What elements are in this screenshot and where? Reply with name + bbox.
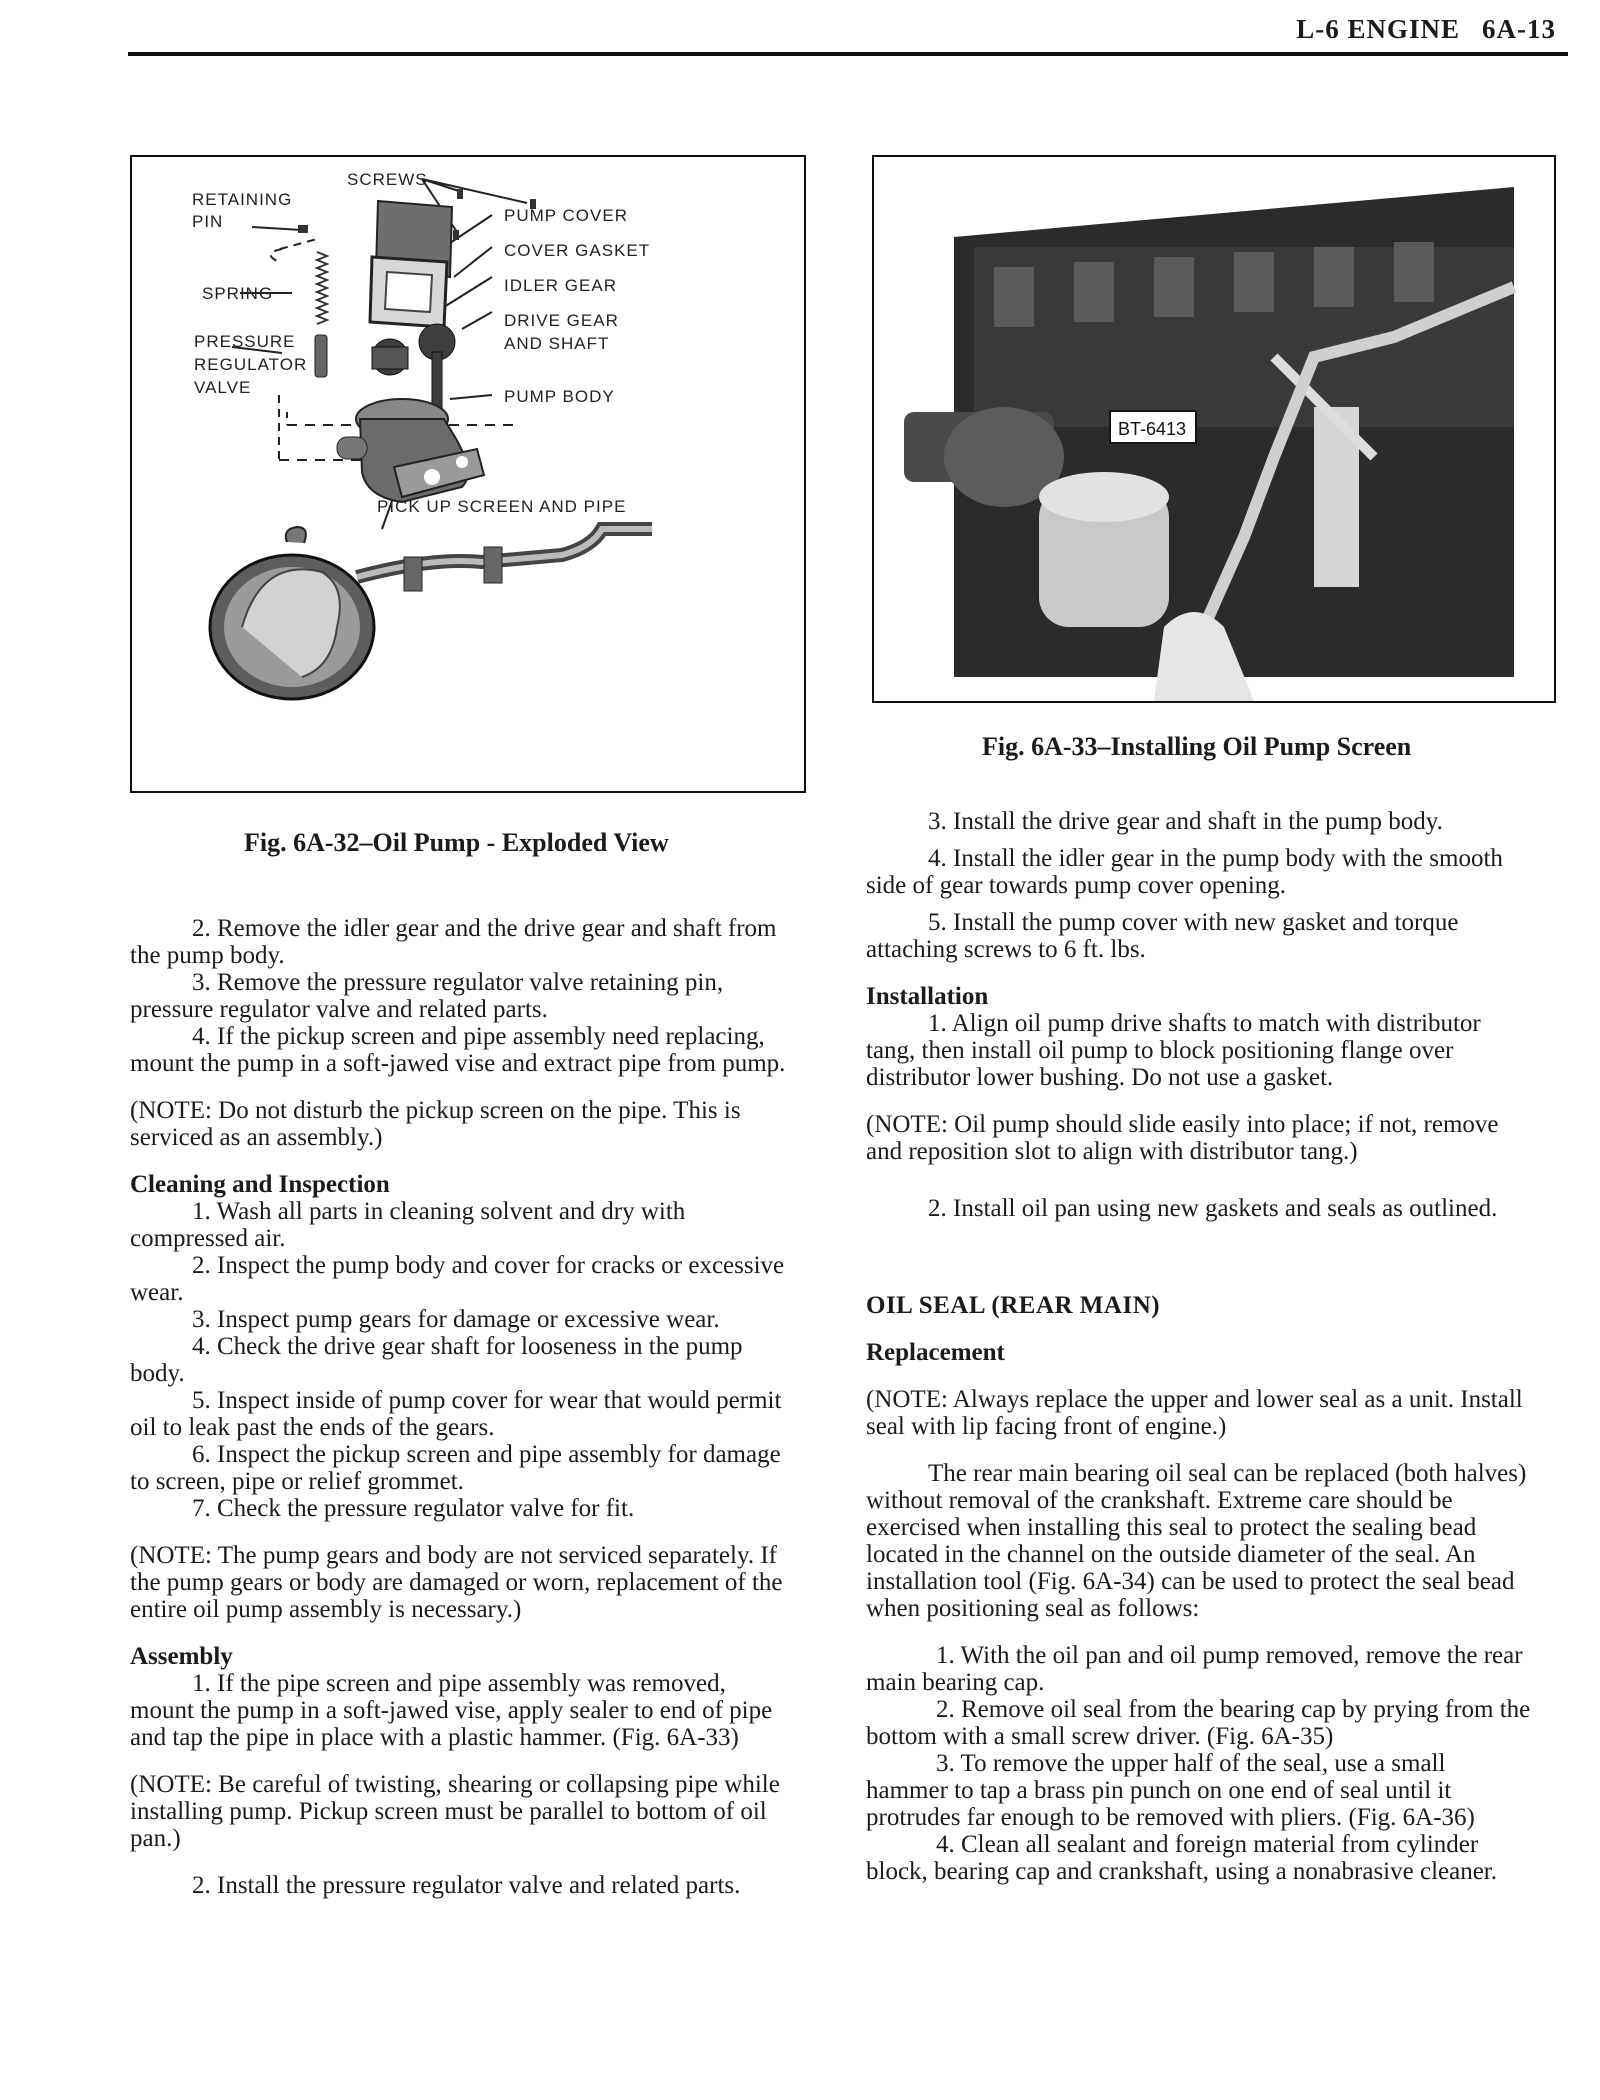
label-spring: SPRING	[202, 284, 274, 303]
paragraph: 4. Install the idler gear in the pump body with the smooth side of gear towards pump cover opening.	[866, 845, 1503, 899]
label-retaining-pin-2: PIN	[192, 212, 224, 231]
paragraph: 2. Inspect the pump body and cover for cracks or excessive wear.	[130, 1252, 785, 1306]
label-drive-gear-2: AND SHAFT	[504, 334, 610, 353]
paragraph: 4. If the pickup screen and pipe assembly need replacing, mount the pump in a soft-jawed vise and extract pipe from pump.	[130, 1023, 786, 1077]
figure-6a-33	[872, 155, 1556, 703]
figure-6a-32-caption: Fig. 6A-32–Oil Pump - Exploded View	[244, 828, 669, 857]
paragraph: 1. With the oil pan and oil pump removed, remove the rear main bearing cap.	[866, 1642, 1523, 1696]
section-heading: Replacement	[866, 1339, 1005, 1366]
paragraph: 5. Inspect inside of pump cover for wear that would permit oil to leak past the ends of the gears.	[130, 1387, 782, 1441]
note: (NOTE: Do not disturb the pickup screen on the pipe. This is serviced as an assembly.)	[130, 1097, 741, 1151]
header-page-number: 6A-13	[1482, 14, 1556, 44]
label-pump-cover: PUMP COVER	[504, 206, 628, 225]
pump-body-shape	[337, 399, 484, 502]
label-pump-body: PUMP BODY	[504, 387, 615, 406]
paragraph: 2. Install the pressure regulator valve and related parts.	[192, 1872, 741, 1899]
paragraph: 4. Clean all sealant and foreign material from cylinder block, bearing cap and crankshaft, using a nonabrasive cleaner.	[866, 1831, 1497, 1885]
label-pressure-1: PRESSURE	[194, 332, 296, 351]
section-heading: Assembly	[130, 1643, 233, 1670]
header-section: L-6 ENGINE	[1296, 14, 1460, 44]
left-column	[130, 915, 795, 1899]
regulator-valve-shape	[315, 335, 327, 377]
paragraph: The rear main bearing oil seal can be replaced (both halves) without removal of the crankshaft. Extreme care should be exercised when installing this seal to protect the sealing bead located in the channel on the outside diameter of the seal. An installation tool (Fig. 6A-34) can be used to protect the seal bead when positioning seal as follows:	[866, 1460, 1527, 1622]
header-rule	[128, 52, 1568, 56]
paragraph: 6. Inspect the pickup screen and pipe assembly for damage to screen, pipe or relief grommet.	[130, 1441, 781, 1495]
label-idler-gear: IDLER GEAR	[504, 276, 617, 295]
paragraph: 1. Align oil pump drive shafts to match with distributor tang, then install oil pump to block positioning flange over distributor lower bushing. Do not use a gasket.	[866, 1010, 1481, 1091]
note: (NOTE: Oil pump should slide easily into place; if not, remove and reposition slot to align with distributor tang.)	[866, 1111, 1499, 1165]
paragraph: 3. To remove the upper half of the seal, use a small hammer to tap a brass pin punch on one end of seal until it protrudes far enough to be removed with pliers. (Fig. 6A-36)	[866, 1750, 1475, 1831]
photo-tag: BT-6413	[1118, 419, 1187, 439]
label-pressure-2: REGULATOR	[194, 355, 308, 374]
paragraph: 4. Check the drive gear shaft for looseness in the pump body.	[130, 1333, 743, 1387]
paragraph: 7. Check the pressure regulator valve for fit.	[192, 1495, 635, 1522]
label-retaining-pin-1: RETAINING	[192, 190, 293, 209]
page-header	[1274, 14, 1556, 45]
paragraph: 2. Remove oil seal from the bearing cap by prying from the bottom with a small screw driver. (Fig. 6A-35)	[866, 1696, 1531, 1750]
label-pickup-screen: PICK UP SCREEN AND PIPE	[377, 497, 627, 516]
right-column	[866, 808, 1531, 1885]
figure-6a-33-caption: Fig. 6A-33–Installing Oil Pump Screen	[982, 732, 1412, 761]
engine-photo	[874, 157, 1554, 701]
paragraph: 1. Wash all parts in cleaning solvent and dry with compressed air.	[130, 1198, 686, 1252]
note: (NOTE: Always replace the upper and lower seal as a unit. Install seal with lip facing front of engine.)	[866, 1386, 1523, 1440]
oil-pump-exploded-illustration	[132, 157, 804, 791]
paragraph: 5. Install the pump cover with new gasket and torque attaching screws to 6 ft. lbs.	[866, 909, 1459, 963]
figure-6a-32	[130, 155, 806, 793]
paragraph: 2. Remove the idler gear and the drive gear and shaft from the pump body.	[130, 915, 777, 969]
major-heading: OIL SEAL (REAR MAIN)	[866, 1292, 1161, 1319]
label-screws: SCREWS	[347, 170, 428, 189]
section-heading: Installation	[866, 983, 989, 1010]
paragraph: 2. Install oil pan using new gaskets and seals as outlined.	[928, 1195, 1498, 1222]
label-cover-gasket: COVER GASKET	[504, 241, 651, 260]
paragraph: 3. Install the drive gear and shaft in the pump body.	[928, 808, 1443, 835]
note: (NOTE: Be careful of twisting, shearing or collapsing pipe while installing pump. Pickup screen must be parallel to bottom of oil pan.)	[130, 1771, 780, 1852]
label-drive-gear-1: DRIVE GEAR	[504, 311, 619, 330]
paragraph: 3. Inspect pump gears for damage or excessive wear.	[192, 1306, 720, 1333]
label-pressure-3: VALVE	[194, 378, 252, 397]
note: (NOTE: The pump gears and body are not serviced separately. If the pump gears or body are damaged or worn, replacement of the entire oil pump assembly is necessary.)	[130, 1542, 783, 1623]
paragraph: 1. If the pipe screen and pipe assembly was removed, mount the pump in a soft-jawed vise, apply sealer to end of pipe and tap the pipe in place with a plastic hammer. (Fig. 6A-33)	[130, 1670, 773, 1751]
pickup-screen-shape	[210, 527, 652, 699]
paragraph: 3. Remove the pressure regulator valve retaining pin, pressure regulator valve and related parts.	[130, 969, 724, 1023]
section-heading: Cleaning and Inspection	[130, 1171, 390, 1198]
